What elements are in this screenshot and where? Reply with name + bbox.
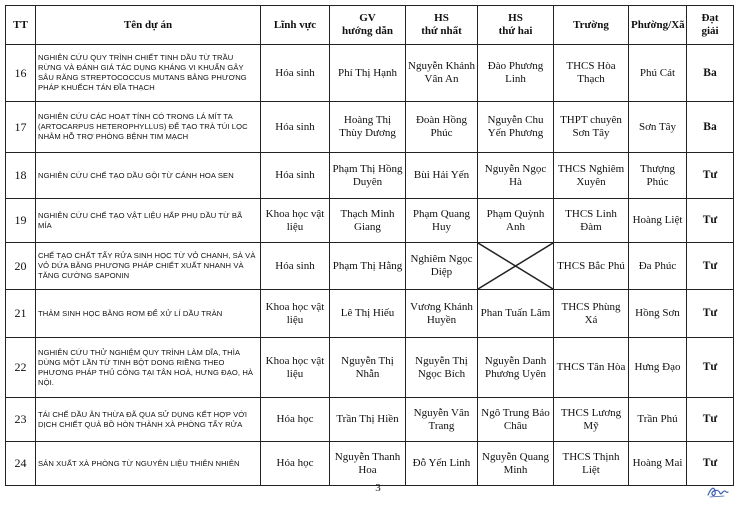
ward: Đa Phúc	[629, 243, 687, 290]
field: Hóa sinh	[261, 102, 330, 153]
award: Tư	[687, 199, 734, 243]
ward: Hoàng Mai	[629, 442, 687, 486]
student-2: Nguyễn Ngọc Hà	[478, 153, 554, 199]
table-header-row	[6, 6, 734, 45]
student-2: Nguyễn Chu Yến Phương	[478, 102, 554, 153]
header-tt: TT	[6, 6, 36, 45]
student-2: Phan Tuấn Lâm	[478, 290, 554, 338]
ward: Thượng Phúc	[629, 153, 687, 199]
header-teacher-line2: hướng dẫn	[342, 25, 393, 37]
student-1: Bùi Hải Yến	[406, 153, 478, 199]
header-award-line2: giải	[701, 25, 719, 37]
header-student1	[406, 6, 478, 45]
student-2: Nguyễn Danh Phương Uyên	[478, 338, 554, 398]
ward: Hồng Sơn	[629, 290, 687, 338]
project-name: NGHIÊN CỨU CHẾ TẠO DẦU GỘI TỪ CÁNH HOA SEN	[36, 153, 261, 199]
table-row	[6, 398, 734, 442]
award: Tư	[687, 153, 734, 199]
row-number: 22	[6, 338, 36, 398]
table-row	[6, 153, 734, 199]
school: THPT chuyên Sơn Tây	[554, 102, 629, 153]
header-project: Tên dự án	[36, 6, 261, 45]
ward: Sơn Tây	[629, 102, 687, 153]
student-2: Nguyễn Quang Minh	[478, 442, 554, 486]
student-1: Nguyễn Vân Trang	[406, 398, 478, 442]
header-award-line1: Đạt	[701, 12, 719, 24]
header-award	[687, 6, 734, 45]
award: Ba	[687, 102, 734, 153]
award: Ba	[687, 45, 734, 102]
teacher: Phí Thị Hạnh	[330, 45, 406, 102]
project-name: NGHIÊN CỨU CÁC HOẠT TÍNH CÓ TRONG LÁ MÍT TA (ARTOCARPUS HETEROPHYLLUS) ĐỂ TẠO TRÀ TÚI LỌC NHẰM HỖ TRỢ PHÒNG BỆNH TIM MẠCH	[36, 102, 261, 153]
award-table	[5, 5, 734, 486]
field: Khoa học vật liệu	[261, 338, 330, 398]
table-row	[6, 199, 734, 243]
award: Tư	[687, 290, 734, 338]
row-number: 18	[6, 153, 36, 199]
project-name: THẢM SINH HỌC BẰNG RƠM ĐỂ XỬ LÍ DẦU TRÀN	[36, 290, 261, 338]
header-student2-line2: thứ hai	[498, 25, 533, 37]
project-name: SẢN XUẤT XÀ PHÒNG TỪ NGUYÊN LIỆU THIÊN NHIÊN	[36, 442, 261, 486]
school: THCS Tân Hòa	[554, 338, 629, 398]
project-name: TÁI CHẾ DẦU ĂN THỪA ĐÃ QUA SỬ DỤNG KẾT HỢP VỚI DỊCH CHIẾT QUẢ BỒ HÒN THÀNH XÀ PHÒNG TẨY RỬA	[36, 398, 261, 442]
field: Hóa sinh	[261, 153, 330, 199]
row-number: 21	[6, 290, 36, 338]
row-number: 16	[6, 45, 36, 102]
field: Khoa học vật liệu	[261, 290, 330, 338]
header-student1-line1: HS	[434, 12, 449, 24]
student-1: Vương Khánh Huyền	[406, 290, 478, 338]
table-row	[6, 243, 734, 290]
student-2-empty	[478, 243, 554, 290]
award: Tư	[687, 442, 734, 486]
table-row	[6, 45, 734, 102]
award: Tư	[687, 243, 734, 290]
student-1: Nguyễn Khánh Vân An	[406, 45, 478, 102]
row-number: 19	[6, 199, 36, 243]
header-student2-line1: HS	[508, 12, 523, 24]
student-2: Đào Phương Linh	[478, 45, 554, 102]
student-1: Phạm Quang Huy	[406, 199, 478, 243]
student-1: Đỗ Yến Linh	[406, 442, 478, 486]
header-student2	[478, 6, 554, 45]
teacher: Nguyễn Thanh Hoa	[330, 442, 406, 486]
teacher: Phạm Thị Hồng Duyên	[330, 153, 406, 199]
teacher: Hoàng Thị Thùy Dương	[330, 102, 406, 153]
field: Khoa học vật liệu	[261, 199, 330, 243]
document-sheet	[5, 5, 734, 486]
header-student1-line2: thứ nhất	[421, 25, 462, 37]
school: THCS Hòa Thạch	[554, 45, 629, 102]
field: Hóa học	[261, 398, 330, 442]
field: Hóa sinh	[261, 45, 330, 102]
award: Tư	[687, 338, 734, 398]
header-teacher-line1: GV	[359, 12, 376, 24]
row-number: 23	[6, 398, 36, 442]
student-1: Nghiêm Ngọc Diệp	[406, 243, 478, 290]
project-name: NGHIÊN CỨU THỬ NGHIỆM QUY TRÌNH LÀM DĨA, THÌA DÙNG MỘT LẦN TỪ TINH BỘT DONG RIỀNG THEO PHƯƠNG PHÁP THỦ CÔNG TẠI TÂN HOÀ, HƯNG ĐẠO, HÀ NỘI.	[36, 338, 261, 398]
field: Hóa học	[261, 442, 330, 486]
school: THCS Lương Mỹ	[554, 398, 629, 442]
cross-out-icon	[478, 243, 553, 289]
school: THCS Bắc Phú	[554, 243, 629, 290]
row-number: 20	[6, 243, 36, 290]
table-row	[6, 290, 734, 338]
student-2: Phạm Quỳnh Anh	[478, 199, 554, 243]
project-name: CHẾ TẠO CHẤT TẨY RỬA SINH HỌC TỪ VỎ CHANH, SẢ VÀ VỎ DỨA BẰNG PHƯƠNG PHÁP CHIẾT XUẤT NHANH VÀ TĂNG CƯỜNG SAPONIN	[36, 243, 261, 290]
school: THCS Linh Đàm	[554, 199, 629, 243]
header-teacher	[330, 6, 406, 45]
table-row	[6, 442, 734, 486]
student-1: Đoàn Hồng Phúc	[406, 102, 478, 153]
teacher: Thạch Minh Giang	[330, 199, 406, 243]
teacher: Phạm Thị Hằng	[330, 243, 406, 290]
teacher: Lê Thị Hiếu	[330, 290, 406, 338]
table-row	[6, 338, 734, 398]
ward: Hoàng Liệt	[629, 199, 687, 243]
page-number: 3	[375, 482, 381, 494]
project-name: NGHIÊN CỨU QUY TRÌNH CHIẾT TINH DẦU TỪ TRẦU RỪNG VÀ ĐÁNH GIÁ TÁC DỤNG KHÁNG VI KHUẨN GÂY SÂU RĂNG STREPTOCOCCUS MUTANS BẰNG PHƯƠNG PHÁP KHUẾCH TÁN ĐĨA THẠCH	[36, 45, 261, 102]
row-number: 17	[6, 102, 36, 153]
teacher: Nguyễn Thị Nhẫn	[330, 338, 406, 398]
row-number: 24	[6, 442, 36, 486]
table-row	[6, 102, 734, 153]
award: Tư	[687, 398, 734, 442]
project-name: NGHIÊN CỨU CHẾ TẠO VẬT LIỆU HẤP PHỤ DẦU TỪ BÃ MÍA	[36, 199, 261, 243]
signature-icon	[706, 482, 730, 500]
teacher: Trần Thị Hiền	[330, 398, 406, 442]
school: THCS Nghiêm Xuyên	[554, 153, 629, 199]
field: Hóa sinh	[261, 243, 330, 290]
header-field: Lĩnh vực	[261, 6, 330, 45]
ward: Trần Phú	[629, 398, 687, 442]
student-2: Ngô Trung Bảo Châu	[478, 398, 554, 442]
student-1: Nguyễn Thị Ngọc Bích	[406, 338, 478, 398]
school: THCS Thịnh Liệt	[554, 442, 629, 486]
school: THCS Phùng Xá	[554, 290, 629, 338]
ward: Phú Cát	[629, 45, 687, 102]
header-school: Trường	[554, 6, 629, 45]
ward: Hưng Đạo	[629, 338, 687, 398]
header-ward: Phường/Xã	[629, 6, 687, 45]
